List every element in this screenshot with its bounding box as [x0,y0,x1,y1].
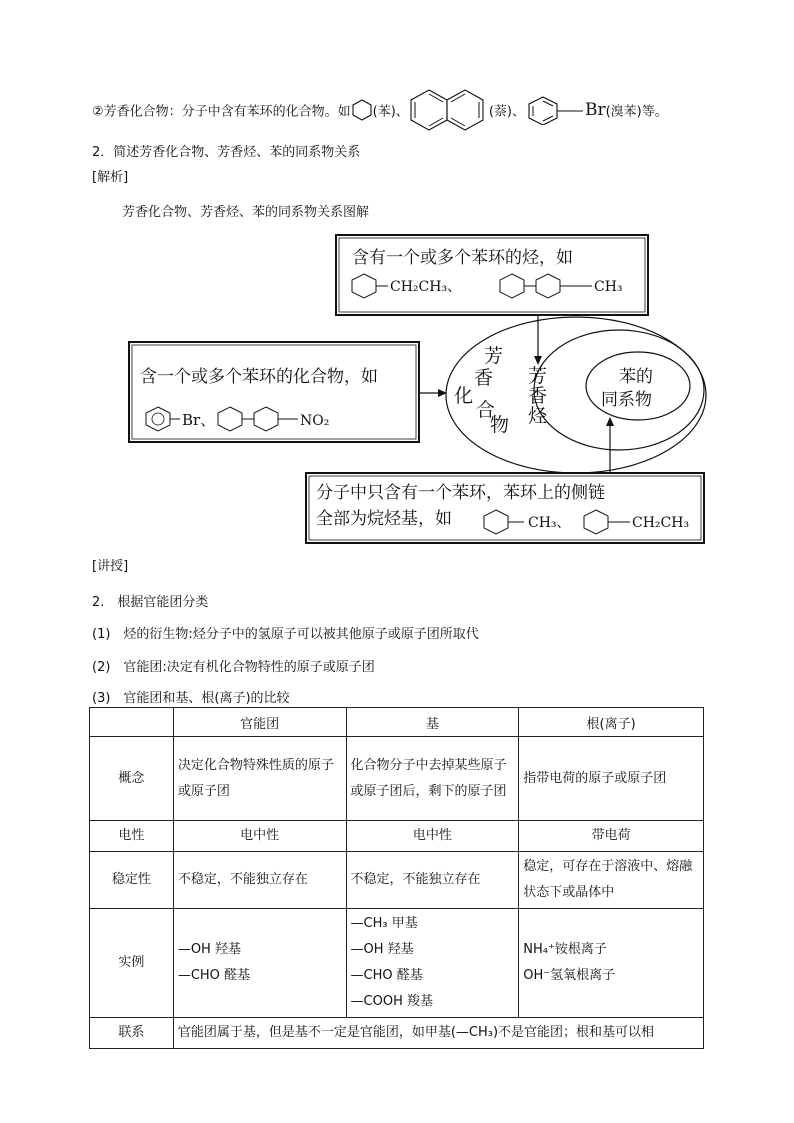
row-label-stability: 稳定性 [90,852,174,909]
table-cell: 稳定，可存在于溶液中、熔融状态下或晶体中 [519,852,704,909]
point-3: (3) 官能团和基、根(离子)的比较 [92,691,290,706]
outer-char-4: 合 [476,399,496,421]
left-box-line1: 含一个或多个苯环的化合物，如 [140,367,378,387]
outer-char-3: 化 [454,385,474,407]
figure-title: 芳香化合物、芳香烃、苯的同系物关系图解 [122,205,370,220]
table-row [90,821,704,852]
benzene-structure-icon [351,99,373,121]
bottom-box-line1: 分子中只含有一个苯环，苯环上的侧链 [316,483,605,503]
table-cell [346,909,519,1018]
example-item: —OH 羟基 [350,942,414,957]
outer-char-1: 芳 [484,345,504,367]
table-cell: 决定化合物特殊性质的原子或原子团 [173,737,346,821]
example-item: —CH₃ 甲基 [350,916,418,931]
outer-char-5: 物 [490,414,510,436]
bromobenzene-structure-icon [525,95,585,125]
table-row [90,1018,704,1049]
table-cell: 带电荷 [519,821,704,852]
example-item: —CHO 醛基 [350,968,423,983]
table-row [90,737,704,821]
outer-char-2: 香 [474,367,494,389]
row-label-examples: 实例 [90,909,174,1018]
table-cell: 电中性 [346,821,519,852]
lecture-label: [讲授] [92,559,129,574]
table-row [90,852,704,909]
naphthalene-structure-icon [409,88,489,132]
middle-char-3: 烃 [528,405,548,427]
left-box-ex2: NO₂ [300,413,330,429]
bromine-symbol: Br [584,100,606,120]
table-cell: 化合物分子中去掉某些原子或原子团后，剩下的原子团 [346,737,519,821]
table-cell: 不稳定，不能独立存在 [173,852,346,909]
row-label-concept: 概念 [90,737,174,821]
table-cell: 指带电荷的原子或原子团 [519,737,704,821]
naphthalene-label: (萘)、 [488,104,525,120]
example-item: OH⁻氢氧根离子 [523,968,616,983]
benzene-label: (苯)、 [372,104,409,120]
table-cell [519,909,704,1018]
table-header-ion: 根(离子) [519,708,704,737]
table-cell-merged: 官能团属于基，但是基不一定是官能团，如甲基(—CH₃)不是官能团；根和基可以相 [173,1018,703,1049]
section-2b-title: 2. 根据官能团分类 [92,595,209,610]
bottom-box-line2: 全部为烷烃基，如 [316,509,452,529]
table-cell: 电中性 [173,821,346,852]
point-1: (1) 烃的衍生物:烃分子中的氢原子可以被其他原子或原子团所取代 [92,627,479,642]
definition-text: ②芳香化合物：分子中含有苯环的化合物。如 [92,104,351,120]
left-box-ex1: Br、 [182,411,216,429]
example-item: —COOH 羧基 [350,994,433,1009]
table-cell [173,909,346,1018]
top-box-line1: 含有一个或多个苯环的烃，如 [352,248,573,268]
top-box-ex2: CH₃ [594,279,623,295]
bottom-box-ex1: CH₃、 [528,515,571,531]
table-header-row [90,708,704,737]
table-cell: 不稳定，不能独立存在 [346,852,519,909]
row-label-charge: 电性 [90,821,174,852]
example-item: —CHO 醛基 [177,968,251,983]
middle-char-2: 香 [528,385,548,407]
point-2: (2) 官能团:决定有机化合物特性的原子或原子团 [92,660,375,675]
aromatic-compound-definition [92,88,668,132]
table-header-radical: 基 [346,708,519,737]
top-box [336,235,648,315]
table-header-empty [90,708,174,737]
section-2-title: 2．简述芳香化合物、芳香烃、苯的同系物关系 [92,145,361,160]
example-item: NH₄⁺铵根离子 [523,942,607,957]
bottom-box-ex2: CH₂CH₃ [632,515,690,531]
row-label-relation: 联系 [90,1018,174,1049]
inner-line2: 同系物 [601,390,652,410]
relationship-diagram [126,230,716,550]
top-box-ex1: CH₂CH₃、 [390,279,462,295]
bromobenzene-label: (溴苯)等。 [605,104,668,120]
table-header-functional-group: 官能团 [173,708,346,737]
inner-line1: 苯的 [619,367,653,387]
comparison-table [89,707,704,1049]
middle-char-1: 芳 [528,365,548,387]
example-item: —OH 羟基 [177,942,241,957]
analysis-label: [解析] [92,170,129,185]
table-row [90,909,704,1018]
